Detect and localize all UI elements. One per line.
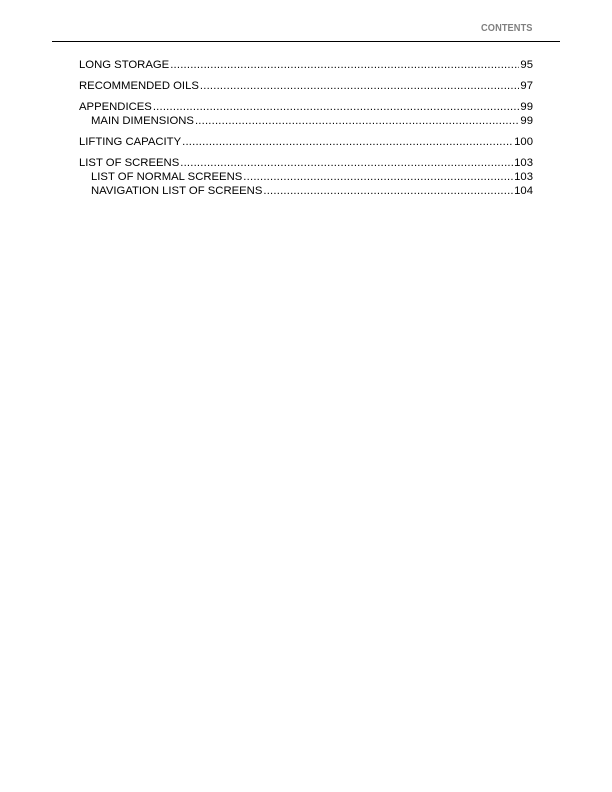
toc-entry-label: RECOMMENDED OILS [79, 80, 199, 92]
toc-dot-leader [200, 79, 520, 93]
toc-dot-leader [195, 114, 519, 128]
toc-dot-leader [170, 58, 519, 72]
toc-entry-recommended-oils[interactable] [79, 79, 533, 93]
toc-entry-main-dimensions[interactable] [79, 114, 533, 128]
page-header-title: CONTENTS [481, 22, 533, 34]
toc-entry-page: 103 [514, 171, 533, 183]
toc-entry-label: LIFTING CAPACITY [79, 136, 182, 148]
toc-dot-leader [153, 100, 520, 114]
toc-entry-label: APPENDICES [79, 101, 152, 113]
toc-entry-page: 100 [514, 136, 533, 148]
toc-entry-navigation-list-of-screens[interactable] [79, 184, 533, 198]
toc-entry-list-of-screens[interactable] [79, 156, 533, 170]
toc-dot-leader [263, 184, 513, 198]
toc-entry-label: LIST OF SCREENS [79, 157, 180, 169]
toc-entry-label: LIST OF NORMAL SCREENS [91, 171, 243, 183]
toc-entry-label: LONG STORAGE [79, 59, 170, 71]
toc-entry-page: 104 [514, 185, 533, 197]
toc-entry-label: NAVIGATION LIST OF SCREENS [91, 185, 263, 197]
header-divider [52, 41, 560, 42]
toc-dot-leader [243, 170, 513, 184]
toc-entry-label: MAIN DIMENSIONS [91, 115, 194, 127]
toc-dot-leader [182, 135, 513, 149]
toc-entry-page: 99 [520, 101, 533, 113]
toc-entry-page: 103 [514, 157, 533, 169]
toc-entry-lifting-capacity[interactable] [79, 135, 533, 149]
toc-entry-page: 99 [520, 115, 533, 127]
toc-entry-page: 97 [520, 80, 533, 92]
toc-entry-list-of-normal-screens[interactable] [79, 170, 533, 184]
toc-entry-page: 95 [520, 59, 533, 71]
toc-entry-appendices[interactable] [79, 100, 533, 114]
table-of-contents [79, 58, 533, 198]
toc-entry-long-storage[interactable] [79, 58, 533, 72]
toc-dot-leader [180, 156, 513, 170]
